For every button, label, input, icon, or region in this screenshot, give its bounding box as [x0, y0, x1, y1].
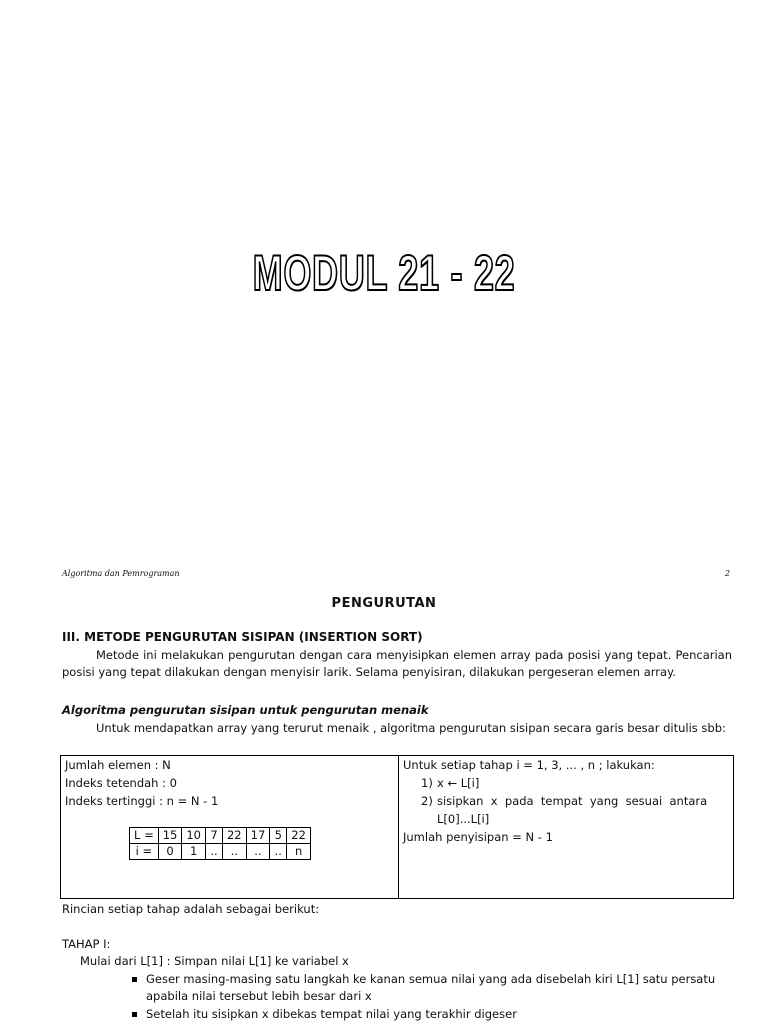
procedure-heading: Untuk setiap tahap i = 1, 3, ... , n ; lakukan: [403, 758, 655, 772]
algorithm-box-left [61, 756, 399, 898]
procedure-step-2-continuation: L[0]...L[i] [437, 812, 490, 826]
detail-intro: Rincian setiap tahap adalah sebagai berikut: [62, 902, 320, 916]
stage-start: Mulai dari L[1] : Simpan nilai L[1] ke variabel x [80, 954, 349, 968]
algorithm-block [62, 702, 732, 737]
step-text: sisipkan x pada tempat yang sesuai antara [437, 794, 708, 808]
lowest-index-line: Indeks tetendah : 0 [65, 776, 177, 790]
index-value-cell: .. [222, 844, 246, 860]
array-value-cell: 15 [158, 828, 182, 844]
index-value-cell: 0 [158, 844, 182, 860]
array-value-cell: 22 [287, 828, 311, 844]
array-table [129, 827, 311, 860]
array-value-cell: 7 [205, 828, 222, 844]
procedure-step-1 [403, 774, 729, 792]
step-text: x ← L[i] [437, 776, 480, 790]
procedure-step-2 [403, 792, 729, 810]
array-value-cell: 22 [222, 828, 246, 844]
array-index-row [130, 844, 311, 860]
algorithm-intro [62, 720, 732, 738]
array-value-cell: 5 [270, 828, 287, 844]
details-block [62, 901, 732, 1023]
intro-paragraph [62, 647, 732, 682]
list-item: Geser masing-masing satu langkah ke kanan semua nilai yang ada disebelah kiri L[1] satu persatu apabila nilai tersebut lebih besar dari x [132, 971, 732, 1006]
index-value-cell: 1 [182, 844, 206, 860]
subsection-title: III. METODE PENGURUTAN SISIPAN (INSERTION SORT) [62, 630, 423, 644]
array-value-cell: 17 [246, 828, 270, 844]
index-value-cell: .. [205, 844, 222, 860]
index-label-cell: i = [130, 844, 159, 860]
algorithm-box-right [399, 756, 733, 898]
page-number: 2 [724, 569, 730, 578]
stage-steps-list [62, 971, 732, 1024]
list-item: Setelah itu sisipkan x dibekas tempat nilai yang terakhir digeser [132, 1006, 732, 1024]
index-value-cell: n [287, 844, 311, 860]
stage-title: TAHAP I: [62, 936, 111, 951]
course-name: Algoritma dan Pemrograman [62, 569, 180, 578]
index-value-cell: .. [246, 844, 270, 860]
algorithm-box [60, 755, 734, 899]
step-number: 2) [421, 794, 433, 808]
highest-index-line: Indeks tertinggi : n = N - 1 [65, 794, 219, 808]
index-value-cell: .. [270, 844, 287, 860]
algorithm-heading: Algoritma pengurutan sisipan untuk pengurutan menaik [62, 703, 429, 717]
array-value-cell: 10 [182, 828, 206, 844]
insertion-count-line: Jumlah penyisipan = N - 1 [403, 830, 553, 844]
module-title: MODUL 21 - 22 [252, 245, 516, 301]
step-number: 1) [421, 776, 433, 790]
running-header [62, 569, 730, 578]
section-title: PENGURUTAN [331, 596, 437, 611]
intro-paragraph-text: Metode ini melakukan pengurutan dengan cara menyisipkan elemen array pada posisi yang tepat. Pencarian posisi yang tepat dilakukan dengan menyisir larik. Selama penyisiran, dilakukan pergeseran elemen array. [62, 647, 732, 679]
subsection-block [62, 629, 732, 682]
array-values-row [130, 828, 311, 844]
array-label-cell: L = [130, 828, 159, 844]
algorithm-intro-text: Untuk mendapatkan array yang terurut menaik , algoritma pengurutan sisipan secara garis besar ditulis sbb: [96, 720, 726, 735]
element-count-line: Jumlah elemen : N [65, 758, 171, 772]
